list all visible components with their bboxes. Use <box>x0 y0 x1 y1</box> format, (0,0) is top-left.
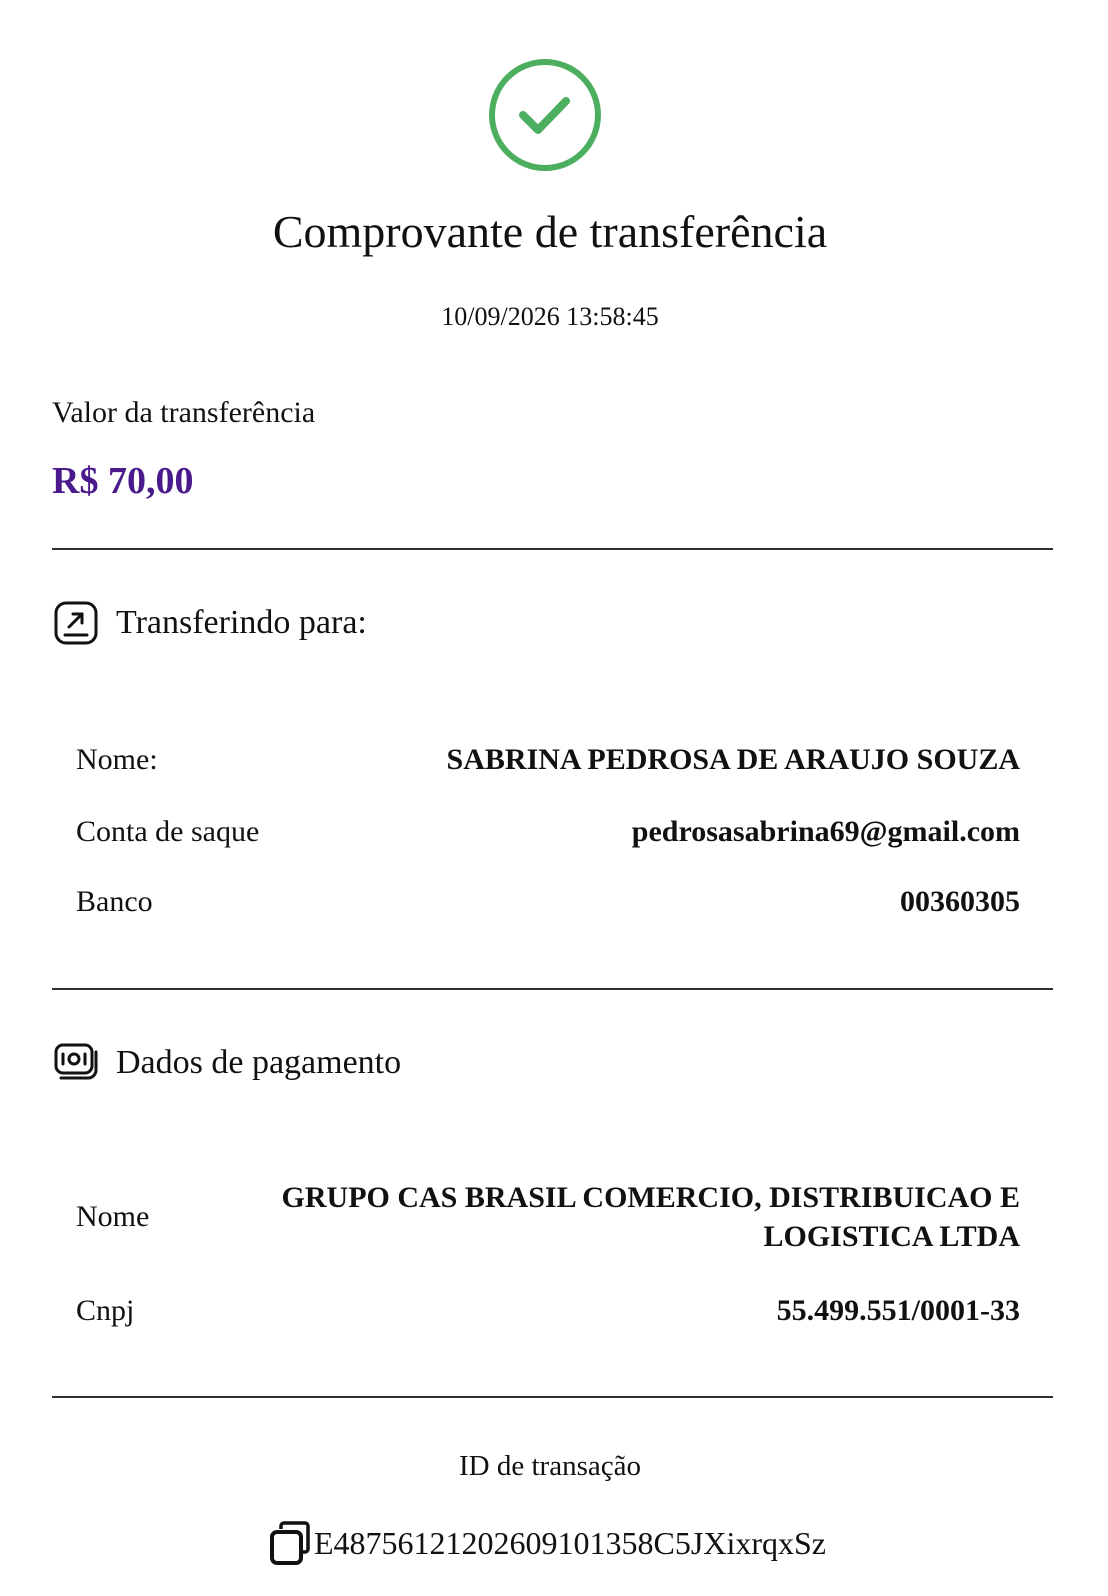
recipient-heading: Transferindo para: <box>116 604 367 641</box>
payment-name-value: GRUPO CAS BRASIL COMERCIO, DISTRIBUICAO E LOGISTICA LTDA <box>281 1181 1020 1253</box>
arrow-up-right-box-icon <box>52 599 100 647</box>
check-circle-icon <box>486 56 604 174</box>
recipient-section-header <box>52 598 367 648</box>
divider <box>52 988 1053 990</box>
copy-icon[interactable] <box>268 1520 312 1566</box>
recipient-name-value: SABRINA PEDROSA DE ARAUJO SOUZA <box>446 743 1020 776</box>
page-title: Comprovante de transferência <box>272 206 828 257</box>
payment-heading: Dados de pagamento <box>116 1044 402 1081</box>
amount-label: Valor da transferência <box>52 396 316 429</box>
divider <box>52 1396 1053 1398</box>
transfer-datetime: 10/09/2026 13:58:45 <box>441 302 659 331</box>
transaction-id-row[interactable] <box>268 1518 826 1568</box>
payment-cnpj-row <box>76 1292 1020 1330</box>
recipient-bank-row <box>76 883 1020 921</box>
payment-name-row <box>76 1178 1020 1256</box>
money-bills-icon <box>52 1039 100 1087</box>
recipient-name-row <box>76 741 1020 779</box>
recipient-account-label: Conta de saque <box>76 815 260 848</box>
recipient-bank-value: 00360305 <box>900 885 1020 918</box>
amount-value: R$ 70,00 <box>52 460 194 502</box>
payment-cnpj-value: 55.499.551/0001-33 <box>776 1294 1020 1327</box>
transaction-id-value[interactable]: E48756121202609101358C5JXixrqxSz <box>314 1525 826 1561</box>
payment-cnpj-label: Cnpj <box>76 1294 135 1327</box>
recipient-account-row <box>76 813 1020 851</box>
divider <box>52 548 1053 550</box>
payment-section-header <box>52 1038 401 1088</box>
payment-name-label: Nome <box>76 1200 150 1233</box>
recipient-name-label: Nome: <box>76 743 158 776</box>
transaction-id-label: ID de transação <box>459 1450 641 1482</box>
recipient-bank-label: Banco <box>76 885 153 918</box>
recipient-account-value: pedrosasabrina69@gmail.com <box>631 815 1020 848</box>
